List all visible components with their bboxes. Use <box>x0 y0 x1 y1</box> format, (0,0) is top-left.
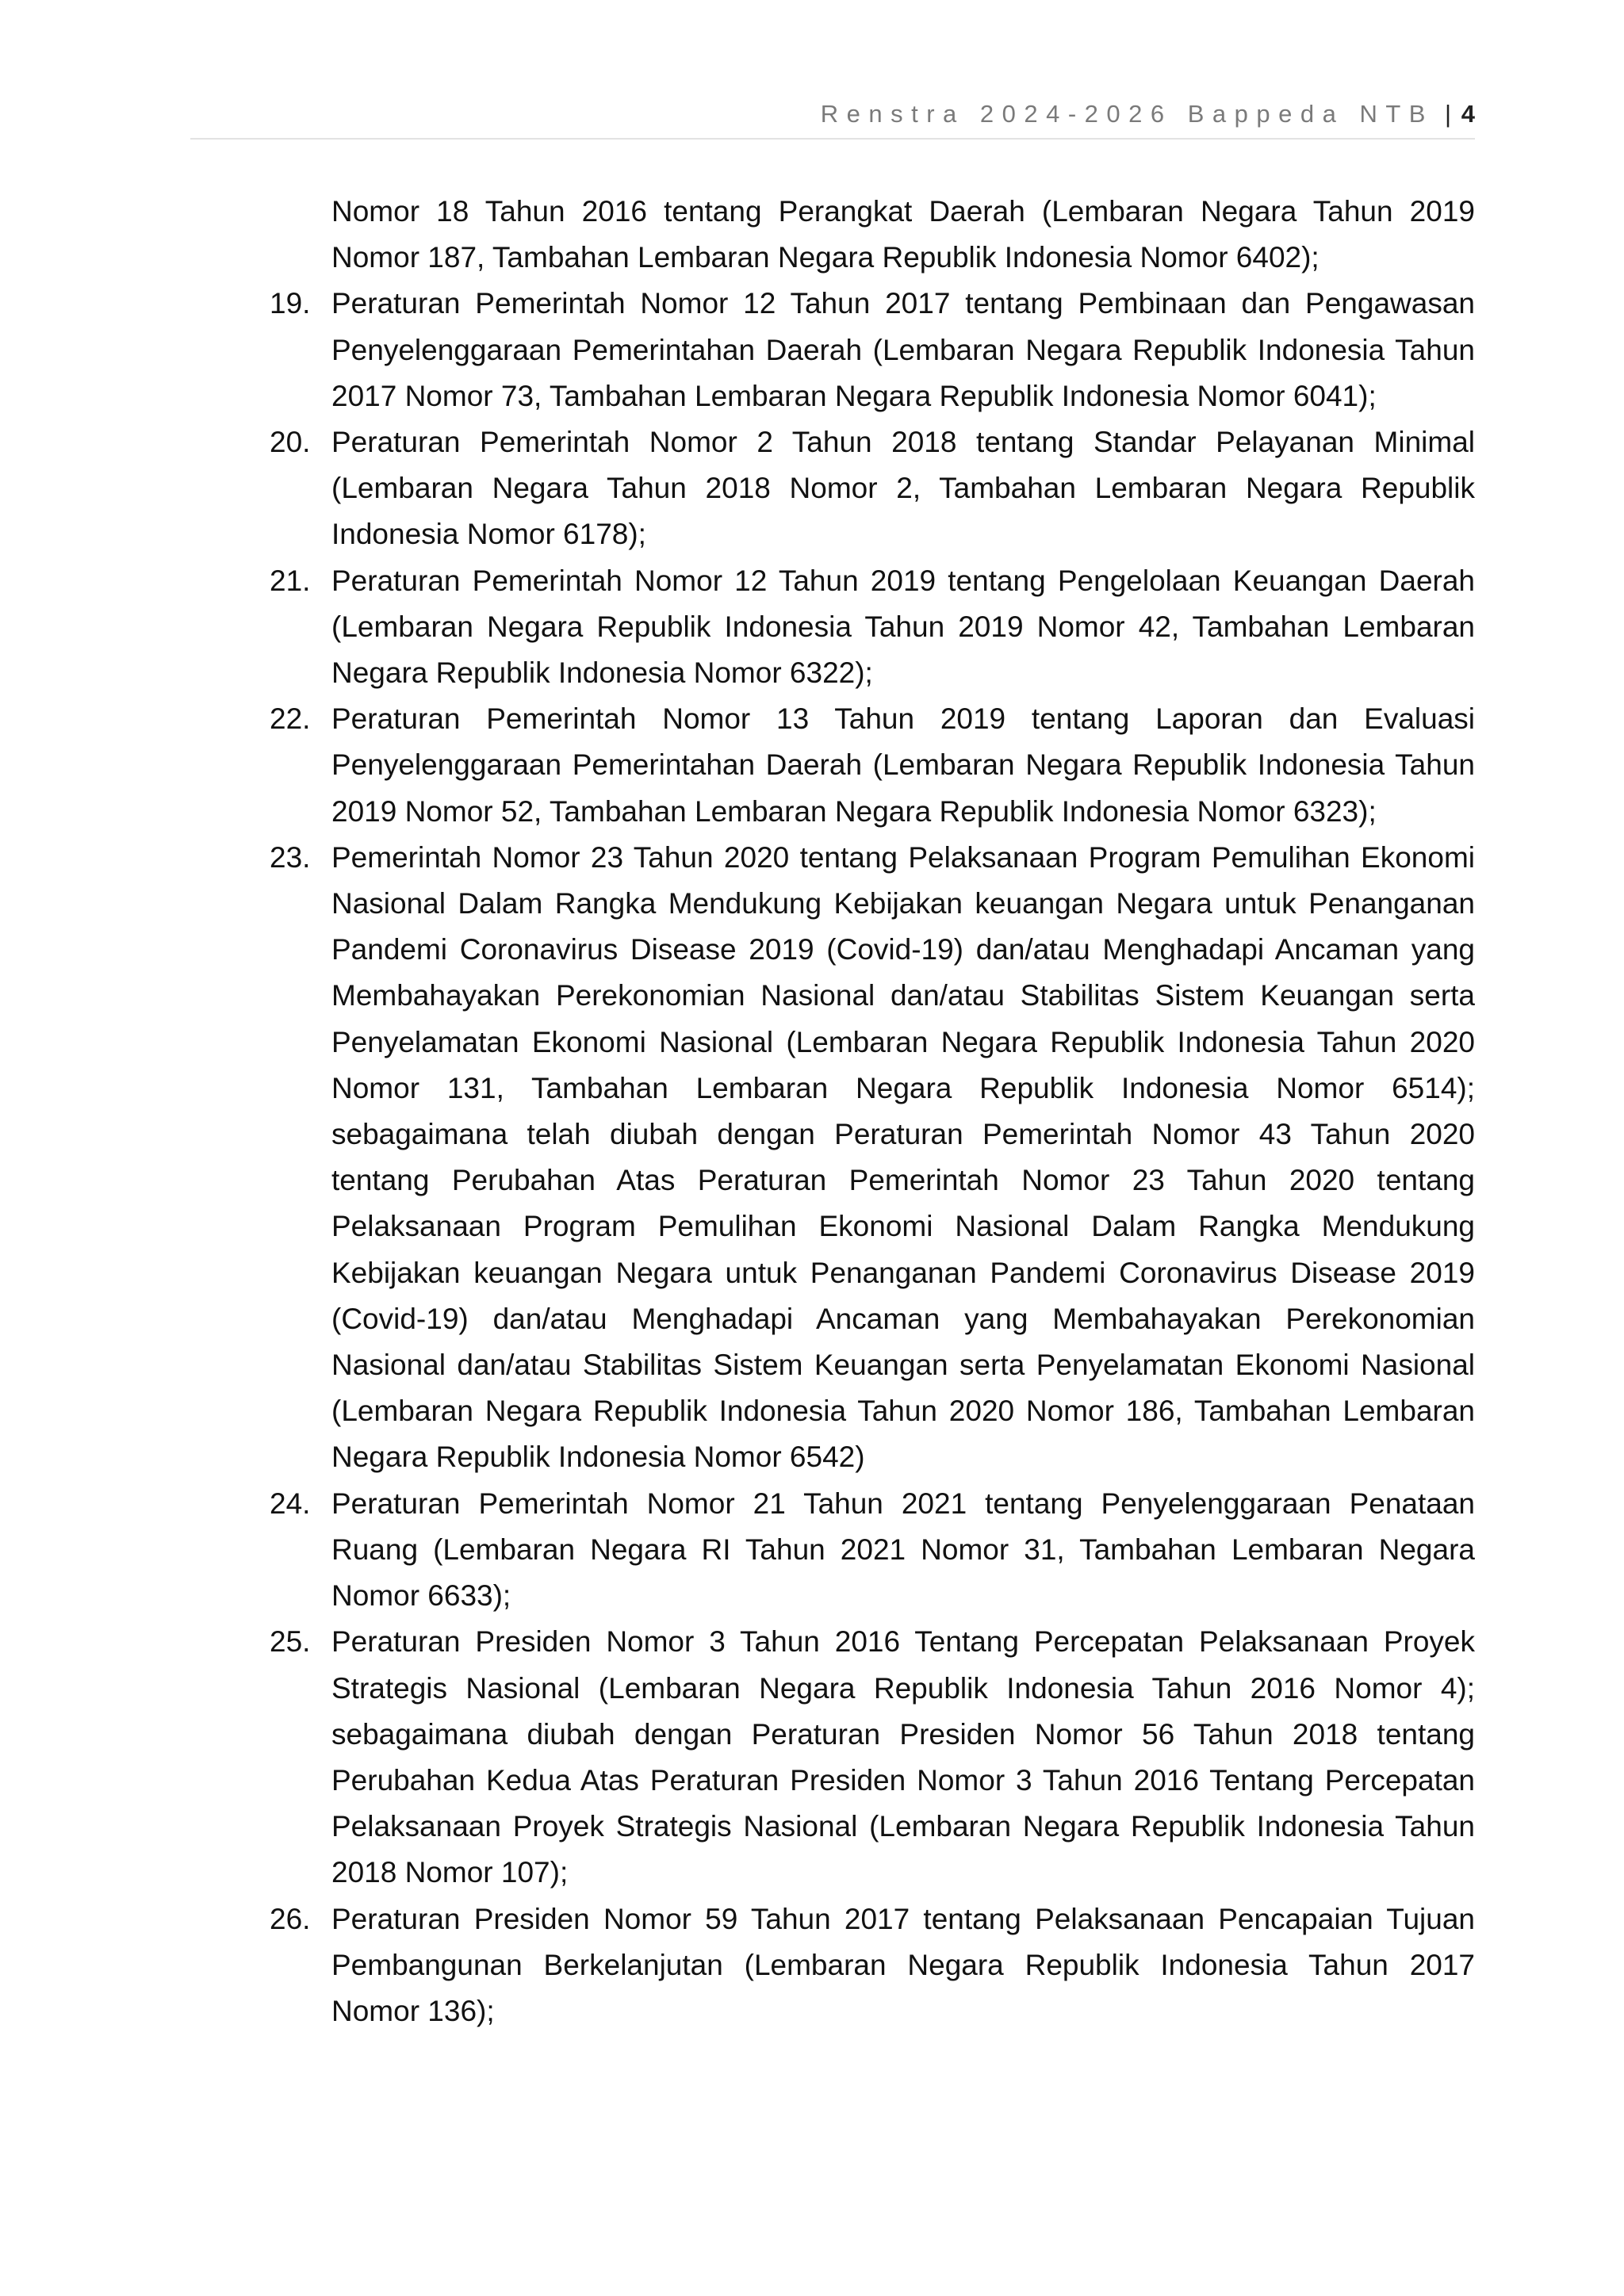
item-text: Pemerintah Nomor 23 Tahun 2020 tentang Pelaksanaan Program Pemulihan Ekonomi Nasional Dalam Rangka Mendukung Kebijakan keuangan Negara untuk Penanganan Pandemi Coronavirus Disease 2019 (Covid-19) dan/atau Menghadapi Ancaman yang Membahayakan Perekonomian Nasional dan/atau Stabilitas Sistem Keuangan serta Penyelamatan Ekonomi Nasional (Lembaran Negara Republik Indonesia Tahun 2020 Nomor 131, Tambahan Lembaran Negara Republik Indonesia Nomor 6514); sebagaimana telah diubah dengan Peraturan Pemerintah Nomor 43 Tahun 2020 tentang Perubahan Atas Peraturan Pemerintah Nomor 23 Tahun 2020 tentang Pelaksanaan Program Pemulihan Ekonomi Nasional Dalam Rangka Mendukung Kebijakan keuangan Negara untuk Penanganan Pandemi Coronavirus Disease 2019 (Covid-19) dan/atau Menghadapi Ancaman yang Membahayakan Perekonomian Nasional dan/atau Stabilitas Sistem Keuangan serta Penyelamatan Ekonomi Nasional (Lembaran Negara Republik Indonesia Tahun 2020 Nomor 186, Tambahan Lembaran Negara Republik Indonesia Nomor 6542) <box>331 840 1475 1474</box>
item-number: 23. <box>270 840 311 874</box>
item-text: Peraturan Pemerintah Nomor 21 Tahun 2021 tentang Penyelenggaraan Penataan Ruang (Lembaran Negara RI Tahun 2021 Nomor 31, Tambahan Lembaran Negara Nomor 6633); <box>331 1487 1475 1613</box>
item-number: 24. <box>270 1487 311 1520</box>
page-number: 4 <box>1461 100 1475 128</box>
item-text: Peraturan Presiden Nomor 3 Tahun 2016 Tentang Percepatan Pelaksanaan Proyek Strategis Nasional (Lembaran Negara Republik Indonesia Tahun 2016 Nomor 4); sebagaimana diubah dengan Peraturan Presiden Nomor 56 Tahun 2018 tentang Perubahan Kedua Atas Peraturan Presiden Nomor 3 Tahun 2016 Tentang Percepatan Pelaksanaan Proyek Strategis Nasional (Lembaran Negara Republik Indonesia Tahun 2018 Nomor 107); <box>331 1625 1475 1889</box>
list-item <box>270 1481 1475 1620</box>
list-item <box>270 835 1475 1481</box>
item-text: Peraturan Pemerintah Nomor 2 Tahun 2018 tentang Standar Pelayanan Minimal (Lembaran Negara Tahun 2018 Nomor 2, Tambahan Lembaran Negara Republik Indonesia Nomor 6178); <box>331 426 1475 551</box>
item-text: Peraturan Pemerintah Nomor 12 Tahun 2017 tentang Pembinaan dan Pengawasan Penyelenggaraan Pemerintahan Daerah (Lembaran Negara Republik Indonesia Tahun 2017 Nomor 73, Tambahan Lembaran Negara Republik Indonesia Nomor 6041); <box>331 287 1475 412</box>
item-text: Peraturan Presiden Nomor 59 Tahun 2017 tentang Pelaksanaan Pencapaian Tujuan Pembangunan Berkelanjutan (Lembaran Negara Republik Indonesia Tahun 2017 Nomor 136); <box>331 1902 1475 2027</box>
regulation-list <box>270 189 1475 2034</box>
list-item <box>270 419 1475 558</box>
item-text: Peraturan Pemerintah Nomor 12 Tahun 2019 tentang Pengelolaan Keuangan Daerah (Lembaran Negara Republik Indonesia Tahun 2019 Nomor 42, Tambahan Lembaran Negara Republik Indonesia Nomor 6322); <box>331 564 1475 690</box>
header-separator: | <box>1444 100 1451 128</box>
item-number: 21. <box>270 564 311 597</box>
item-number: 22. <box>270 702 311 736</box>
list-item <box>270 189 1475 281</box>
list-item <box>270 696 1475 835</box>
page-header <box>190 97 1475 140</box>
list-item <box>270 558 1475 697</box>
item-number: 20. <box>270 426 311 459</box>
list-item <box>270 281 1475 419</box>
item-text: Peraturan Pemerintah Nomor 13 Tahun 2019 tentang Laporan dan Evaluasi Penyelenggaraan Pemerintahan Daerah (Lembaran Negara Republik Indonesia Tahun 2019 Nomor 52, Tambahan Lembaran Negara Republik Indonesia Nomor 6323); <box>331 702 1475 828</box>
item-text: Nomor 18 Tahun 2016 tentang Perangkat Daerah (Lembaran Negara Tahun 2019 Nomor 187, Tambahan Lembaran Negara Republik Indonesia Nomor 6402); <box>331 195 1475 274</box>
list-item <box>270 1619 1475 1896</box>
list-item <box>270 1896 1475 2035</box>
item-number: 25. <box>270 1625 311 1659</box>
item-number: 19. <box>270 287 311 320</box>
header-title: Renstra 2024-2026 Bappeda NTB <box>820 100 1434 128</box>
item-number: 26. <box>270 1902 311 1935</box>
